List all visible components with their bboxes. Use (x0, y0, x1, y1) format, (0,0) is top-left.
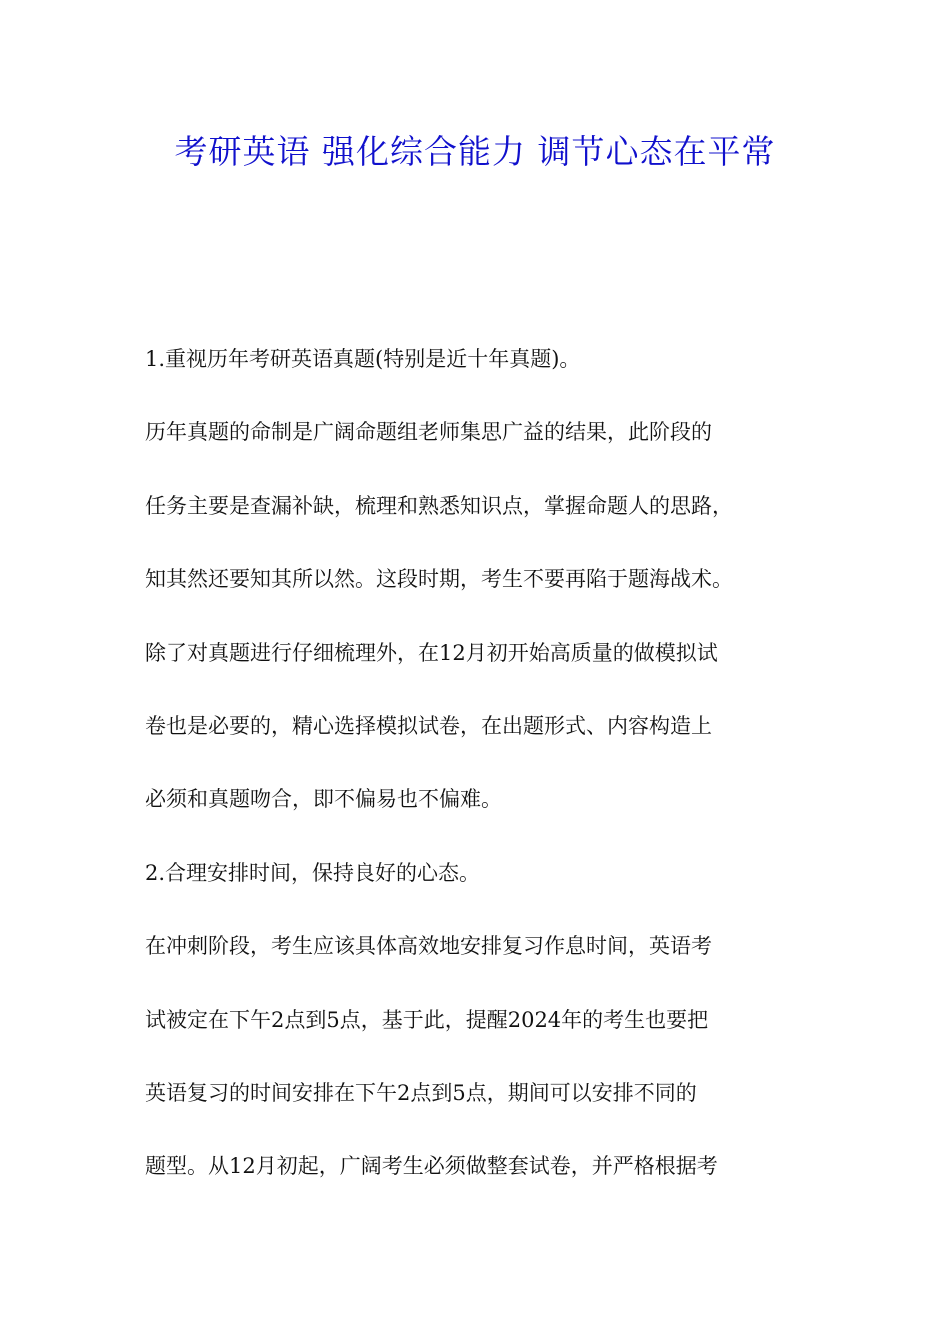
paragraph-line: 试被定在下午2点到5点，基于此，提醒2024年的考生也要把 (145, 1007, 709, 1032)
document-title: 考研英语 强化综合能力 调节心态在平常 (174, 132, 776, 171)
paragraph-line: 英语复习的时间安排在下午2点到5点，期间可以安排不同的 (145, 1080, 697, 1105)
paragraph-line: 历年真题的命制是广阔命题组老师集思广益的结果，此阶段的 (145, 420, 712, 445)
paragraph-line: 知其然还要知其所以然。这段时期，考生不要再陷于题海战术。 (145, 567, 733, 592)
document-body (145, 337, 845, 1218)
section-heading-1: 1.重视历年考研英语真题(特别是近十年真题)。 (145, 347, 581, 371)
paragraph-line: 在冲刺阶段，考生应该具体高效地安排复习作息时间，英语考 (145, 934, 712, 959)
paragraph-line: 卷也是必要的，精心选择模拟试卷，在出题形式、内容构造上 (145, 713, 712, 738)
paragraph-line: 除了对真题进行仔细梳理外，在12月初开始高质量的做模拟试 (145, 640, 718, 665)
paragraph-line: 题型。从12月初起，广阔考生必须做整套试卷，并严格根据考 (145, 1154, 718, 1179)
paragraph-line: 必须和真题吻合，即不偏易也不偏难。 (145, 787, 502, 812)
section-heading-2: 2.合理安排时间，保持良好的心态。 (145, 860, 481, 885)
paragraph-line: 任务主要是查漏补缺，梳理和熟悉知识点，掌握命题人的思路， (145, 493, 733, 518)
